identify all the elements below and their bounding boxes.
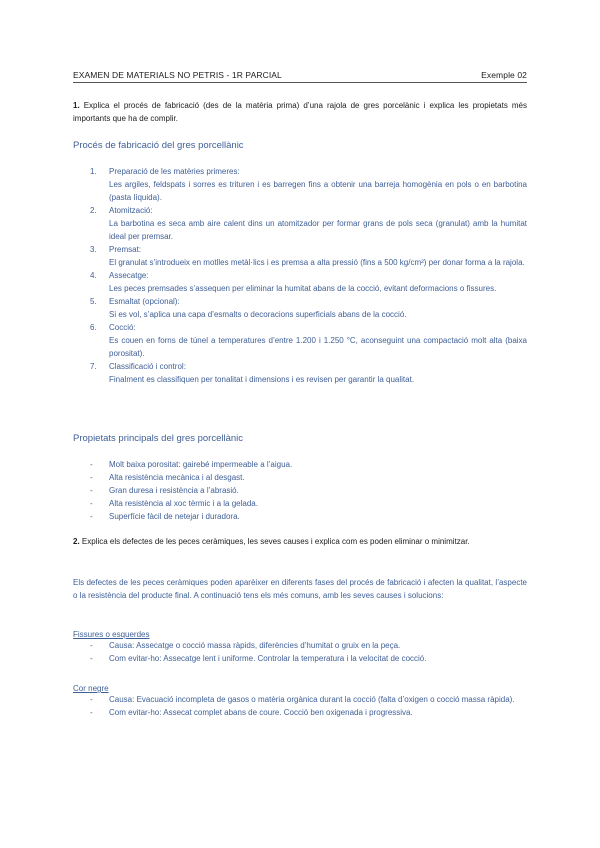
step-title: Esmaltat (opcional): (109, 297, 180, 306)
question-1-number: 1. (73, 101, 80, 110)
step-text: Es couen en forns de túnel a temperatures d’entre 1.200 i 1.250 °C, aconseguint una compactació molt alta (baixa porositat). (109, 336, 527, 358)
question-2 (73, 535, 527, 548)
step-number: 4. (90, 271, 97, 280)
step-text: El granulat s’introdueix en motlles metàl·lics i es premsa a alta pressió (fins a 500 kg/cm²) per donar forma a la rajola. (109, 258, 525, 267)
bullet-dash: - (90, 486, 93, 495)
step-number: 6. (90, 323, 97, 332)
step-number: 2. (90, 206, 97, 215)
defect-text: Causa: Assecatge o cocció massa ràpids, diferències d’humitat o gruix en la peça. (109, 641, 401, 650)
bullet-dash: - (90, 512, 93, 521)
step-text: Si es vol, s’aplica una capa d’esmalts o decoracions superficials abans de la cocció. (109, 310, 407, 319)
property-item (73, 471, 527, 484)
step-text: Finalment es classifiquen per tonalitat i dimensions i es revisen per garantir la qualitat. (109, 375, 415, 384)
property-text: Alta resistència al xoc tèrmic i a la gelada. (109, 499, 258, 508)
step-title: Atomització: (109, 206, 153, 215)
process-step (73, 204, 527, 243)
step-number: 1. (90, 167, 97, 176)
property-text: Gran duresa i resistència a l’abrasió. (109, 486, 239, 495)
step-title: Classificació i control: (109, 362, 186, 371)
bullet-dash: - (90, 460, 93, 469)
defect-text: Causa: Evacuació incompleta de gasos o matèria orgànica durant la cocció (falta d’oxigen o cocció massa ràpida). (109, 695, 515, 704)
process-step (73, 269, 527, 295)
exam-title: EXAMEN DE MATERIALS NO PETRIS - 1R PARCIAL (73, 70, 282, 80)
defect-item (73, 706, 527, 719)
defects-intro: Els defectes de les peces ceràmiques poden aparèixer en diferents fases del procés de fabricació i afecten la qualitat, l’aspecte o la resistència del producte final. A continuació tens els més comuns, amb les seves causes i solucions: (73, 578, 527, 600)
defect-section (73, 684, 527, 719)
defect-title: Cor negre (73, 684, 109, 693)
step-number: 5. (90, 297, 97, 306)
bullet-dash: - (90, 654, 93, 663)
defect-item (73, 639, 527, 652)
property-item (73, 510, 527, 523)
property-item (73, 484, 527, 497)
step-text: Les peces premsades s’assequen per eliminar la humitat abans de la cocció, evitant deformacions o fissures. (109, 284, 497, 293)
defect-text: Com evitar-ho: Assecat complet abans de coure. Cocció ben oxigenada i progressiva. (109, 708, 413, 717)
bullet-dash: - (90, 473, 93, 482)
process-step (73, 295, 527, 321)
property-item (73, 458, 527, 471)
property-text: Molt baixa porositat: gairebé impermeable a l’aigua. (109, 460, 293, 469)
process-steps (73, 165, 527, 386)
property-text: Superfície fàcil de netejar i duradora. (109, 512, 240, 521)
process-heading: Procés de fabricació del gres porcellànic (73, 140, 244, 151)
step-title: Preparació de les matèries primeres: (109, 167, 240, 176)
question-2-text: Explica els defectes de les peces ceràmiques, les seves causes i explica com es poden eliminar o minimitzar. (81, 537, 470, 546)
step-text: Les argiles, feldspats i sorres es trituren i es barregen fins a obtenir una barreja homogènia en pols o en barbotina (pasta líquida). (109, 180, 527, 202)
bullet-dash: - (90, 708, 93, 717)
defect-item (73, 652, 527, 665)
question-1-text: Explica el procés de fabricació (des de la matèria prima) d’una rajola de gres porcelànic i explica les propietats més importants que ha de complir. (73, 101, 527, 123)
process-step (73, 243, 527, 269)
properties-heading: Propietats principals del gres porcellànic (73, 433, 244, 444)
process-step (73, 165, 527, 204)
process-step (73, 360, 527, 386)
process-step (73, 321, 527, 360)
question-2-number: 2. (73, 537, 80, 546)
bullet-dash: - (90, 641, 93, 650)
page-header (73, 70, 527, 83)
property-item (73, 497, 527, 510)
property-text: Alta resistència mecànica i al desgast. (109, 473, 245, 482)
bullet-dash: - (90, 499, 93, 508)
defect-item (73, 693, 527, 706)
bullet-dash: - (90, 695, 93, 704)
step-number: 3. (90, 245, 97, 254)
step-title: Premsat: (109, 245, 142, 254)
step-title: Cocció: (109, 323, 136, 332)
defect-text: Com evitar-ho: Assecatge lent i uniforme. Controlar la temperatura i la velocitat de cocció. (109, 654, 427, 663)
step-text: La barbotina es seca amb aire calent dins un atomitzador per formar grans de pols seca (granulat) amb la humitat ideal per premsar. (109, 219, 527, 241)
example-label: Exemple 02 (481, 70, 527, 80)
defect-section (73, 630, 527, 665)
step-title: Assecatge: (109, 271, 149, 280)
defect-title: Fissures o esquerdes (73, 630, 150, 639)
step-number: 7. (90, 362, 97, 371)
properties-list (73, 458, 527, 523)
question-1 (73, 99, 527, 125)
